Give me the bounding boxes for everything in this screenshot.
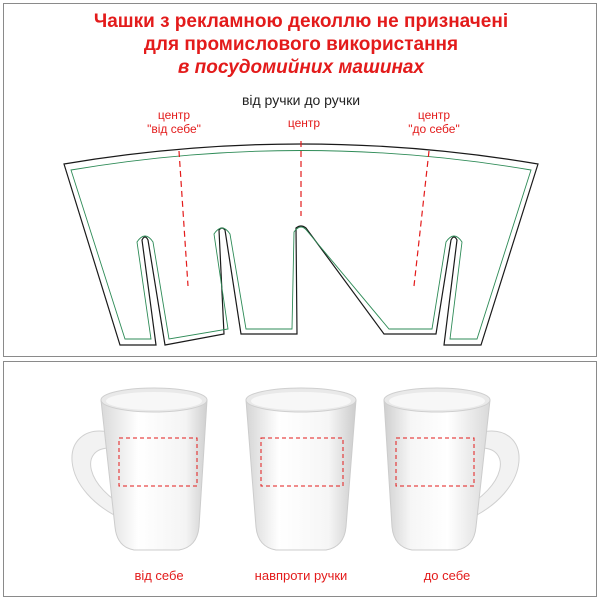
caption-to-self: до себе <box>423 568 471 583</box>
warning-line-2: для промислового використання <box>143 34 459 55</box>
decal-template-shape <box>4 4 598 358</box>
mug-views-panel <box>3 361 597 597</box>
mug-body <box>246 400 356 550</box>
mug-view-from-self <box>59 382 209 552</box>
center-line-to-self <box>414 151 429 286</box>
mug-rim-inner <box>106 392 202 410</box>
mug-rim-inner <box>251 392 351 410</box>
caption-opposite-handle: навпроти ручки <box>254 568 348 583</box>
mug-view-opposite-handle <box>226 382 376 552</box>
warning-line-1: Чашки з рекламною деколлю не призначені <box>93 11 509 32</box>
caption-from-self: від себе <box>134 568 184 583</box>
label-center-to-self-line1: центр <box>417 108 451 122</box>
template-inner-outline <box>71 151 531 340</box>
mug-body <box>101 400 207 550</box>
mug-rim-inner <box>389 392 485 410</box>
decal-template-panel <box>3 3 597 357</box>
center-line-from-self <box>179 151 188 286</box>
mug-view-to-self <box>382 382 532 552</box>
label-center-from-self-line1: центр <box>157 108 191 122</box>
template-subtitle: від ручки до ручки <box>241 92 361 108</box>
label-center-from-self-line2: "від себе" <box>147 122 201 136</box>
label-center-to-self-line2: "до себе" <box>408 122 460 136</box>
label-center-middle-text: центр <box>287 116 321 130</box>
warning-line-3: в посудомийних машинах <box>177 57 425 78</box>
